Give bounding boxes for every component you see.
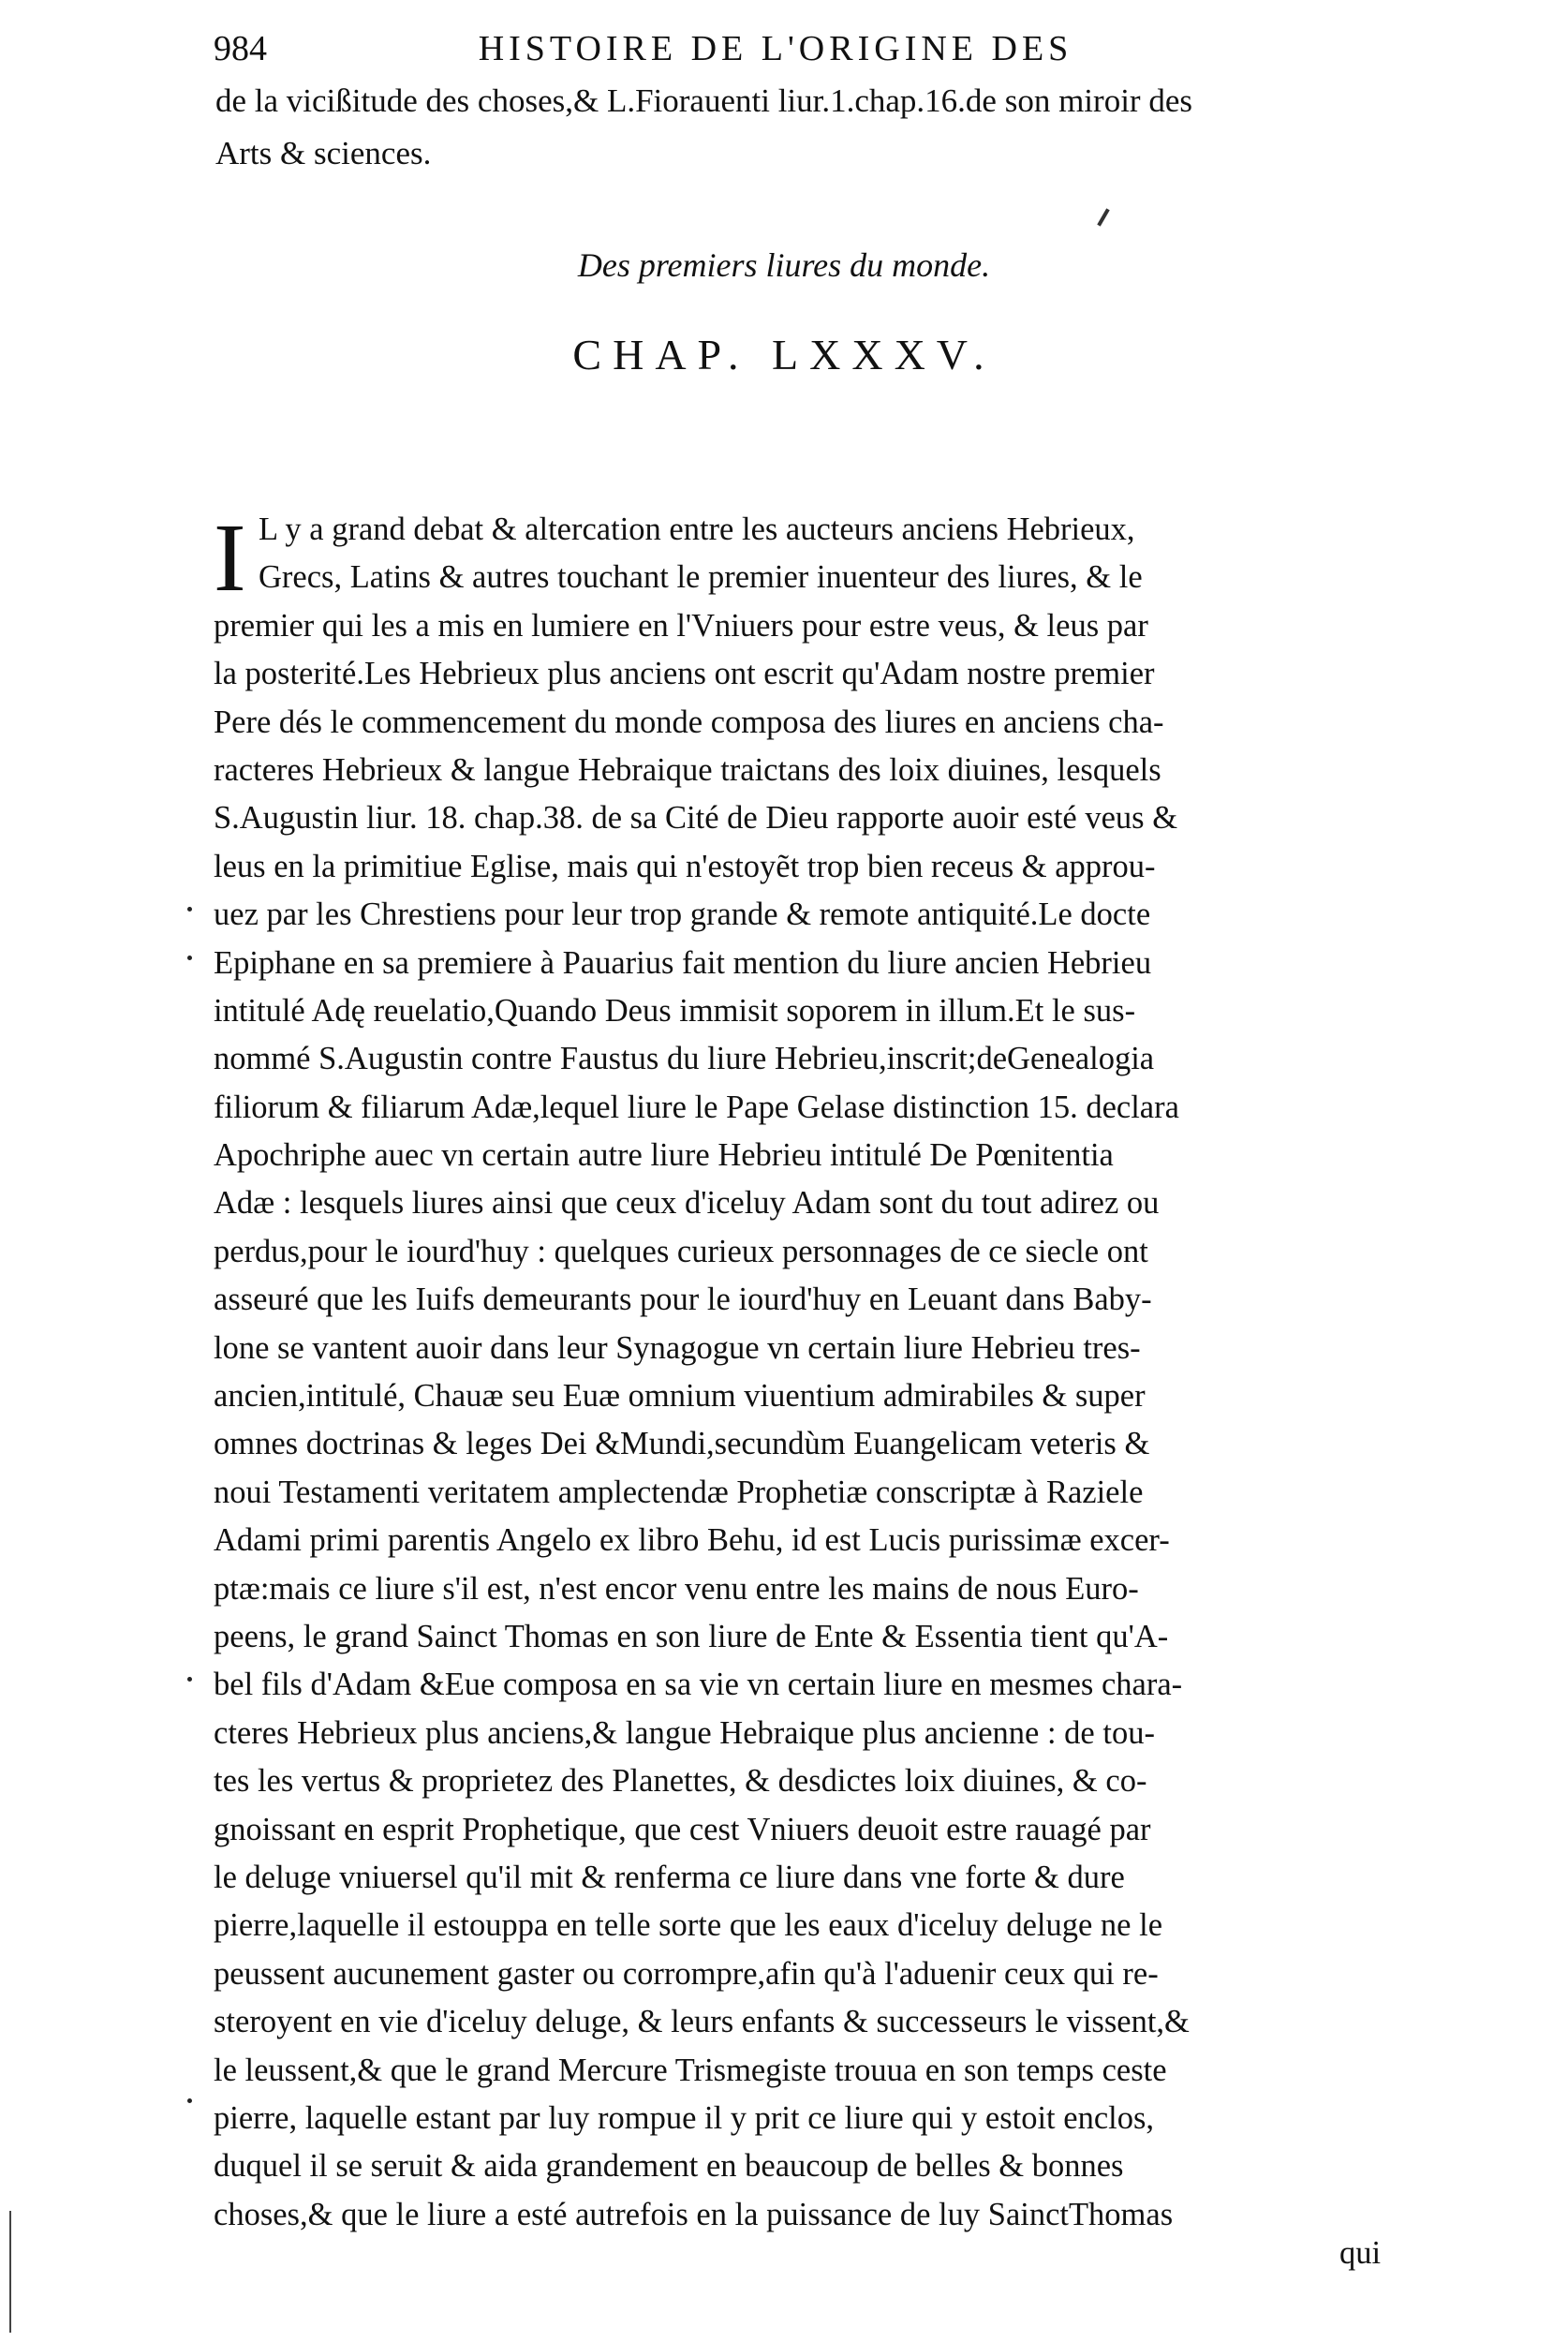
text-line: peens, le grand Sainct Thomas en son liure de Ente & Essentia tient qu'A- xyxy=(214,1618,1169,1654)
text-line: lone se vantent auoir dans leur Synagogue vn certain liure Hebrieu tres- xyxy=(214,1329,1141,1366)
text-line: noui Testamenti veritatem amplectendæ Prophetiæ conscriptæ à Raziele xyxy=(214,1474,1144,1510)
page-header xyxy=(214,28,1225,69)
margin-dot xyxy=(187,1677,192,1682)
text-line: uez par les Chrestiens pour leur trop grande & remote antiquité.Le docte xyxy=(214,897,1151,933)
text-line: racteres Hebrieux & langue Hebraique traictans des loix diuines, lesquels xyxy=(214,751,1161,788)
text-line: gnoissant en esprit Prophetique, que cest Vniuers deuoit estre rauagé par xyxy=(214,1811,1151,1847)
catchword: qui xyxy=(1339,2235,1382,2271)
text-line: perdus,pour le iourd'huy : quelques curieux personnages de ce siecle ont xyxy=(214,1233,1148,1269)
section-title: Des premiers liures du monde. xyxy=(577,246,991,284)
margin-dot xyxy=(187,956,192,960)
text-line: nommé S.Augustin contre Faustus du liure Hebrieu,inscrit;deGenealogia xyxy=(214,1041,1155,1077)
text-line: le leussent,& que le grand Mercure Trismegiste trouua en son temps ceste xyxy=(214,2052,1167,2088)
text-line: Adæ : lesquels liures ainsi que ceux d'iceluy Adam sont du tout adirez ou xyxy=(214,1185,1160,1222)
text-line: peussent aucunement gaster ou corrompre,afin qu'à l'aduenir ceux qui re- xyxy=(214,1955,1159,1992)
text-line: ptæ:mais ce liure s'il est, n'est encor venu entre les mains de nous Euro- xyxy=(214,1570,1139,1607)
text-line: ancien,intitulé, Chauæ seu Euæ omnium viuentium admirabiles & super xyxy=(214,1378,1146,1415)
ink-mark xyxy=(1097,208,1109,226)
text-line: Pere dés le commencement du monde composa des liures en anciens cha- xyxy=(214,704,1164,740)
text-line: cteres Hebrieux plus anciens,& langue Hebraique plus ancienne : de tou- xyxy=(214,1714,1155,1751)
text-line: premier qui les a mis en lumiere en l'Vniuers pour estre veus, & leus par xyxy=(214,607,1148,644)
text-line: Apochriphe auec vn certain autre liure Hebrieu intitulé De Pœnitentia xyxy=(214,1137,1114,1174)
text-line: duquel il se seruit & aida grandement en beaucoup de belles & bonnes xyxy=(214,2148,1124,2185)
text-line: steroyent en vie d'iceluy deluge, & leurs enfants & successeurs le vissent,& xyxy=(214,2004,1190,2040)
text-line: pierre, laquelle estant par luy rompue il y prit ce liure qui y estoit enclos, xyxy=(214,2099,1155,2136)
drop-cap: I xyxy=(214,504,246,612)
text-line: choses,& que le liure a esté autrefois en la puissance de luy SainctThomas xyxy=(214,2196,1174,2232)
gutter-edge xyxy=(9,2211,11,2333)
page-number: 984 xyxy=(214,29,267,68)
text-line: bel fils d'Adam &Eue composa en sa vie vn certain liure en mesmes chara- xyxy=(214,1667,1183,1703)
text-line: omnes doctrinas & leges Dei &Mundi,secundùm Euangelicam veteris & xyxy=(214,1426,1150,1462)
text-line: le deluge vniuersel qu'il mit & renferma ce liure dans vne forte & dure xyxy=(214,1859,1125,1895)
running-title: HISTOIRE DE L'ORIGINE DES xyxy=(478,29,1073,68)
text-line: Epiphane en sa premiere à Pauarius fait mention du liure ancien Hebrieu xyxy=(214,944,1152,981)
chapter-heading: CHAP. LXXXV. xyxy=(572,331,996,378)
text-line: intitulé Adę reuelatio,Quando Deus immisit soporem in illum.Et le sus- xyxy=(214,992,1136,1029)
text-line: Adami primi parentis Angelo ex libro Behu, id est Lucis purissimæ excer- xyxy=(214,1522,1170,1559)
margin-dot xyxy=(187,2098,192,2103)
chapter-body xyxy=(214,506,1431,2239)
text-line: de la vicißitude des choses,& L.Fiorauenti liur.1.chap.16.de son miroir des xyxy=(215,82,1192,119)
text-line: S.Augustin liur. 18. chap.38. de sa Cité de Dieu rapporte auoir esté veus & xyxy=(214,800,1178,837)
text-line: filiorum & filiarum Adæ,lequel liure le Pape Gelase distinction 15. declara xyxy=(214,1089,1179,1125)
text-line: asseuré que les Iuifs demeurants pour le iourd'huy en Leuant dans Baby- xyxy=(214,1282,1152,1318)
text-line: tes les vertus & proprietez des Planettes, & desdictes loix diuines, & co- xyxy=(214,1763,1147,1800)
text-line: leus en la primitiue Eglise, mais qui n'estoyẽt trop bien receus & approu- xyxy=(214,848,1156,884)
text-line: la posterité.Les Hebrieux plus anciens ont escrit qu'Adam nostre premier xyxy=(214,656,1155,692)
text-line: Arts & sciences. xyxy=(215,135,432,171)
text-line: Grecs, Latins & autres touchant le premier inuenteur des liures, & le xyxy=(259,559,1143,596)
text-line: pierre,laquelle il estouppa en telle sorte que les eaux d'iceluy deluge ne le xyxy=(214,1907,1163,1944)
previous-chapter-end xyxy=(215,75,1433,180)
text-line: L y a grand debat & altercation entre les aucteurs anciens Hebrieux, xyxy=(259,511,1135,547)
margin-dot xyxy=(187,907,192,912)
